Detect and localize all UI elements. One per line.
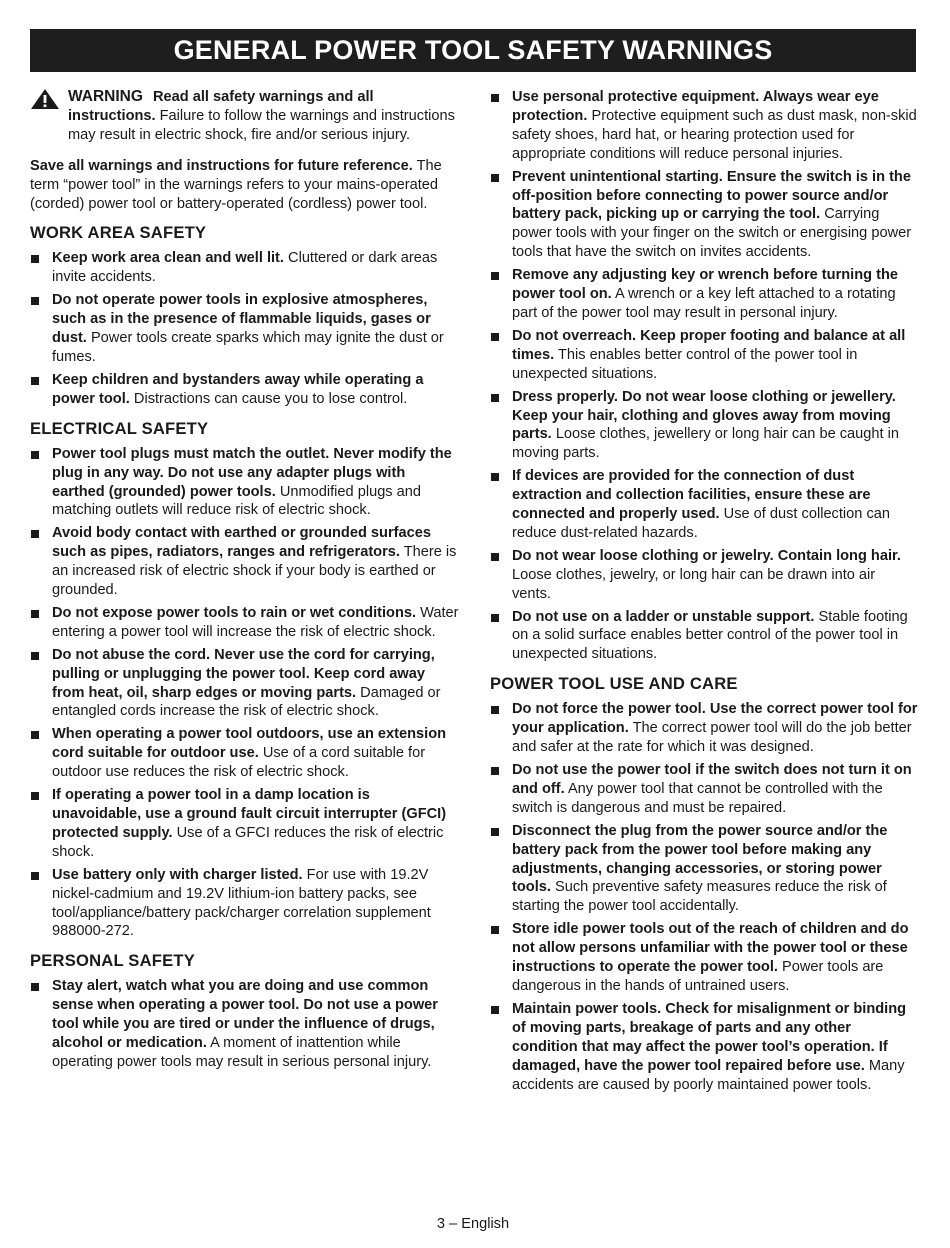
item-text: Water entering a power tool will increase the risk of electric shock. <box>52 604 459 640</box>
bullet-square-icon <box>491 926 499 934</box>
item-bold: When operating a power tool outdoors, use an extension cord suitable for outdoor use. <box>52 726 447 762</box>
warning-triangle-icon <box>30 88 60 110</box>
bullet-square-icon <box>31 530 39 538</box>
section-heading-personal: PERSONAL SAFETY <box>30 951 195 971</box>
list-item <box>490 1000 918 1095</box>
bullet-square-icon <box>31 255 39 263</box>
item-bold: Remove any adjusting key or wrench before turning the power tool on. <box>512 267 899 303</box>
item-text: Carrying power tools with your finger on the switch or energising power tools that have the switch on invites accidents. <box>512 206 912 261</box>
list-item <box>490 700 918 757</box>
item-bold: Power tool plugs must match the outlet. Never modify the plug in any way. Do not use any adapter plugs with earthed (grounded) power tools. <box>52 445 452 500</box>
list-item <box>30 866 460 942</box>
bullet-square-icon <box>491 614 499 622</box>
item-bold: Prevent unintentional starting. Ensure the switch is in the off-position before connecting to power source and/or battery pack, picking up or carrying the tool. <box>512 168 911 223</box>
item-text: Distractions can cause you to lose control. <box>133 390 408 407</box>
item-text: Unmodified plugs and matching outlets will reduce risk of electric shock. <box>52 483 422 519</box>
warning-word: WARNING <box>68 88 143 105</box>
list-item <box>30 524 460 600</box>
item-text: Many accidents are caused by poorly maintained power tools. <box>512 1057 905 1093</box>
list-item <box>490 388 918 464</box>
item-text: Loose clothes, jewelry, or long hair can be drawn into air vents. <box>512 566 876 602</box>
bullet-square-icon <box>491 706 499 714</box>
item-bold: Do not overreach. Keep proper footing and balance at all times. <box>512 327 906 363</box>
bullet-square-icon <box>31 610 39 618</box>
item-bold: Avoid body contact with earthed or grounded surfaces such as pipes, radiators, ranges and refrigerators. <box>52 525 431 561</box>
warning-bold: Read all safety warnings and all instructions. <box>68 89 374 124</box>
item-text: This enables better control of the power tool in unexpected situations. <box>512 346 858 382</box>
item-text: Cluttered or dark areas invite accidents. <box>52 250 438 286</box>
item-text: A moment of inattention while operating power tools may result in serious personal injury. <box>52 1035 432 1070</box>
bullet-square-icon <box>491 333 499 341</box>
item-text: Stable footing on a solid surface enables better control of the power tool in unexpected situations. <box>512 608 908 663</box>
item-text: Power tools are dangerous in the hands of untrained users. <box>512 959 884 994</box>
item-bold: Use battery only with charger listed. <box>52 866 303 883</box>
list-item <box>490 547 918 604</box>
bullet-square-icon <box>491 272 499 280</box>
item-bold: Use personal protective equipment. Always wear eye protection. <box>512 89 879 124</box>
item-text: Use of a cord suitable for outdoor use reduces the risk of electric shock. <box>52 745 426 781</box>
item-text: Such preventive safety measures reduce the risk of starting the power tool accidentally. <box>512 879 887 915</box>
left-column <box>30 88 460 1076</box>
bullet-square-icon <box>31 983 39 991</box>
bullet-square-icon <box>491 553 499 561</box>
item-bold: Disconnect the plug from the power source and/or the battery pack from the power tool before making any adjustments, changing accessories, or storing power tools. <box>512 822 888 896</box>
item-text: A wrench or a key left attached to a rotating part of the power tool may result in personal injury. <box>512 286 896 321</box>
item-text: Use of a GFCI reduces the risk of electric shock. <box>52 824 444 860</box>
intro-bold: Save all warnings and instructions for future reference. <box>30 157 413 174</box>
bullet-square-icon <box>31 297 39 305</box>
bullet-square-icon <box>31 451 39 459</box>
bullet-square-icon <box>491 394 499 402</box>
bullet-square-icon <box>491 1006 499 1014</box>
item-bold: Do not expose power tools to rain or wet conditions. <box>52 604 417 621</box>
bullet-square-icon <box>491 94 499 102</box>
item-bold: Keep children and bystanders away while operating a power tool. <box>52 371 424 407</box>
intro-paragraph <box>30 157 460 214</box>
intro-text: The term “power tool” in the warnings refers to your mains-operated (corded) power tool or battery-operated (cordless) power tool. <box>30 157 442 212</box>
item-bold: Maintain power tools. Check for misalignment or binding of moving parts, breakage of parts and any other condition that may affect the power tool’s operation. If damaged, have the power tool repaired before use. <box>512 1000 907 1074</box>
bullet-square-icon <box>491 828 499 836</box>
item-bold: Store idle power tools out of the reach of children and do not allow persons unfamiliar with the power tool or these instructions to operate the power tool. <box>512 921 909 976</box>
list-item <box>30 604 460 642</box>
list-item <box>30 646 460 722</box>
section-heading-electrical: ELECTRICAL SAFETY <box>30 418 209 438</box>
item-text: Protective equipment such as dust mask, non-skid safety shoes, hard hat, or hearing protection used for appropriate conditions will reduce personal injuries. <box>512 107 917 162</box>
list-item <box>30 786 460 862</box>
bullet-square-icon <box>31 377 39 385</box>
item-bold: Do not use on a ladder or unstable support. <box>512 608 815 625</box>
item-text: Loose clothes, jewellery or long hair can be caught in moving parts. <box>512 426 899 462</box>
list-item <box>30 291 460 367</box>
item-bold: If devices are provided for the connection of dust extraction and collection facilities, ensure these are connected and properly used. <box>512 468 871 523</box>
bullet-square-icon <box>491 174 499 182</box>
bullet-square-icon <box>31 652 39 660</box>
bullet-square-icon <box>31 872 39 880</box>
item-bold: Dress properly. Do not wear loose clothing or jewellery. Keep your hair, clothing and gloves away from moving parts. <box>512 388 896 443</box>
list-item <box>490 920 918 996</box>
item-text: Any power tool that cannot be controlled with the switch is dangerous and must be repaired. <box>512 780 883 816</box>
item-text: Power tools create sparks which may ignite the dust or fumes. <box>52 330 444 365</box>
right-column <box>490 88 918 1098</box>
section-heading-tool-use: POWER TOOL USE AND CARE <box>490 674 738 694</box>
list-item <box>490 88 918 164</box>
item-bold: If operating a power tool in a damp location is unavoidable, use a ground fault circuit interrupter (GFCI) protected supply. <box>52 787 447 841</box>
item-text: There is an increased risk of electric shock if your body is earthed or grounded. <box>52 544 457 599</box>
list-item <box>490 168 918 263</box>
warning-block <box>30 88 460 145</box>
item-text: Damaged or entangled cords increase the risk of electric shock. <box>52 684 441 720</box>
page-title: GENERAL POWER TOOL SAFETY WARNINGS <box>30 29 916 72</box>
list-item <box>490 608 918 665</box>
list-item <box>30 725 460 782</box>
item-text: Use of dust collection can reduce dust-related hazards. <box>512 506 890 541</box>
list-item <box>30 371 460 409</box>
list-item <box>490 327 918 384</box>
section-heading-work-area: WORK AREA SAFETY <box>30 223 207 243</box>
bullet-square-icon <box>31 731 39 739</box>
item-bold: Do not use the power tool if the switch does not turn it on and off. <box>512 762 912 797</box>
list-item <box>30 445 460 521</box>
list-item <box>490 467 918 543</box>
bullet-square-icon <box>491 767 499 775</box>
item-text: For use with 19.2V nickel-cadmium and 19.2V lithium-ion battery packs, see tool/appliance/battery pack/charger correlation supplement 988000-272. <box>52 866 431 940</box>
list-item <box>490 822 918 917</box>
item-bold: Do not wear loose clothing or jewelry. Contain long hair. <box>512 547 901 564</box>
list-item <box>490 266 918 323</box>
item-bold: Do not force the power tool. Use the correct power tool for your application. <box>512 701 918 737</box>
list-item <box>490 761 918 818</box>
page-footer: 3 – English <box>436 1216 510 1232</box>
bullet-square-icon <box>31 792 39 800</box>
list-item <box>30 249 460 287</box>
item-bold: Do not abuse the cord. Never use the cord for carrying, pulling or unplugging the power tool. Keep cord away from heat, oil, sharp edges or moving parts. <box>52 646 435 701</box>
item-bold: Stay alert, watch what you are doing and use common sense when operating a power tool. Do not use a power tool while you are tired or under the influence of drugs, alcohol or medication. <box>52 978 438 1052</box>
item-bold: Do not operate power tools in explosive atmospheres, such as in the presence of flammable liquids, gases or dust. <box>52 292 431 347</box>
bullet-square-icon <box>491 473 499 481</box>
item-bold: Keep work area clean and well lit. <box>52 250 284 267</box>
list-item <box>30 977 460 1072</box>
warning-text: Failure to follow the warnings and instructions may result in electric shock, fire and/or serious injury. <box>68 107 455 143</box>
item-text: The correct power tool will do the job better and safer at the rate for which it was designed. <box>512 720 912 756</box>
